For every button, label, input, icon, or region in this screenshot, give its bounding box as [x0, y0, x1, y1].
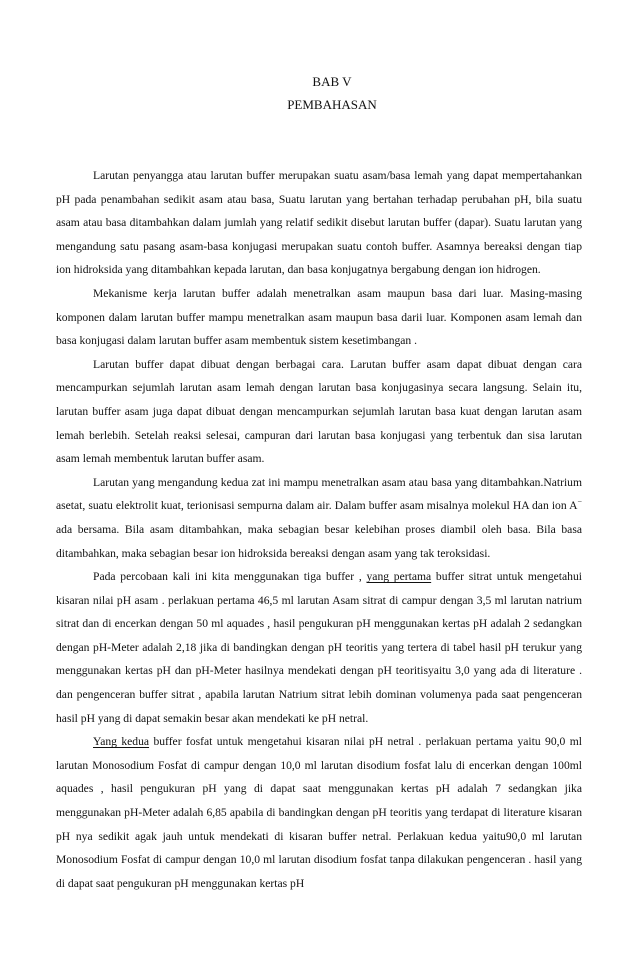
paragraph-text: Pada percobaan kali ini kita menggunakan tiga buffer , — [93, 570, 367, 584]
chapter-heading: BAB V — [312, 74, 352, 89]
paragraph-text: Larutan buffer dapat dibuat dengan berbagai cara. Larutan buffer asam dapat dibuat dengan cara mencampurkan sejumlah larutan asam lemah dengan larutan basa konjugasinya secara langsung. Selain itu, larutan buffer asam juga dapat dibuat dengan mencampurkan sejumlah larutan basa kuat dengan larutan asam lemah berlebih. Setelah reaksi selesai, campuran dari larutan basa konjugasi yang terbentuk dan sisa larutan asam lemah membentuk larutan buffer asam. — [56, 357, 582, 466]
paragraph — [56, 164, 582, 282]
paragraph — [56, 565, 582, 730]
paragraph-text: Larutan penyangga atau larutan buffer merupakan suatu asam/basa lemah yang dapat mempertahankan pH pada penambahan sedikit asam atau basa, Suatu larutan yang bertahan terhadap perubahan pH, bila suatu asam atau basa ditambahkan dalam jumlah yang relatif sedikit disebut larutan buffer (dapar). Suatu larutan yang mengandung satu pasang asam-basa konjugasi merupakan suatu contoh buffer. Asamnya bereaksi dengan tiap ion hidroksida yang ditambahkan kepada larutan, dan basa konjugatnya bergabung dengan ion hidrogen. — [56, 169, 582, 277]
paragraph — [56, 353, 582, 471]
body-text — [56, 164, 582, 895]
paragraph — [56, 282, 582, 353]
paragraph-text: Mekanisme kerja larutan buffer adalah menetralkan asam maupun basa dari luar. Masing-masing komponen dalam larutan buffer mampu menetralkan asam maupun basa darii luar. Komponen asam lemah dan basa konjugasi dalam larutan buffer asam membentuk sistem kesetimbangan . — [56, 286, 582, 348]
paragraph — [56, 730, 582, 895]
paragraph — [56, 471, 582, 565]
section-title: PEMBAHASAN — [287, 97, 377, 112]
underlined-phrase: yang pertama — [366, 570, 432, 584]
paragraph-text: ada bersama. Bila asam ditambahkan, maka sebagian besar kelebihan proses diambil oleh basa. Bila basa ditambahkan, maka sebagian besar ion hidroksida bereaksi dengan asam yang tak teroksidasi. — [56, 522, 582, 560]
superscript-charge: − — [577, 497, 582, 507]
paragraph-text: buffer sitrat untuk mengetahui kisaran nilai pH asam . perlakuan pertama 46,5 ml larutan Asam sitrat di campur dengan 3,5 ml larutan natrium sitrat dan di encerkan dengan 50 ml aquades , hasil pengukuran pH menggunakan kertas pH adalah 2 sedangkan dengan pH-Meter adalah 2,18 jika di bandingkan dengan pH teoritis yang tertera di tabel hasil pH terukur yang menggunakan kertas pH dan pH-Meter hasilnya mendekati dengan pH teoritisyaitu 3,0 yang ada di literature . dan pengenceran buffer sitrat , apabila larutan Natrium sitrat lebih dominan volumenya pada saat pengenceran hasil pH yang di dapat semakin besar akan mendekati ke pH netral. — [56, 570, 582, 725]
paragraph-text: buffer fosfat untuk mengetahui kisaran nilai pH netral . perlakuan pertama yaitu 90,0 ml larutan Monosodium Fosfat di campur dengan 10,0 ml larutan disodium fosfat lalu di encerkan dengan 100ml aquades , hasil pengukuran pH yang di dapat saat menggunakan kertas pH adalah 7 sedangkan jika menggunakan pH-Meter adalah 6,85 apabila di bandingkan dengan pH teoritis yang terdapat di literature kisaran pH nya sedikit agak jauh untuk mendekati di kisaran buffer netral. Perlakuan kedua yaitu90,0 ml larutan Monosodium Fosfat di campur dengan 10,0 ml larutan disodium fosfat tanpa dilakukan pengenceran . hasil yang di dapat saat pengukuran pH menggunakan kertas pH — [56, 735, 582, 890]
paragraph-text: Larutan yang mengandung kedua zat ini mampu menetralkan asam atau basa yang ditambahkan.Natrium asetat, suatu elektrolit kuat, terionisasi sempurna dalam air. Dalam buffer asam misalnya molekul HA dan ion A — [56, 475, 582, 513]
underlined-phrase: Yang kedua — [93, 735, 150, 749]
